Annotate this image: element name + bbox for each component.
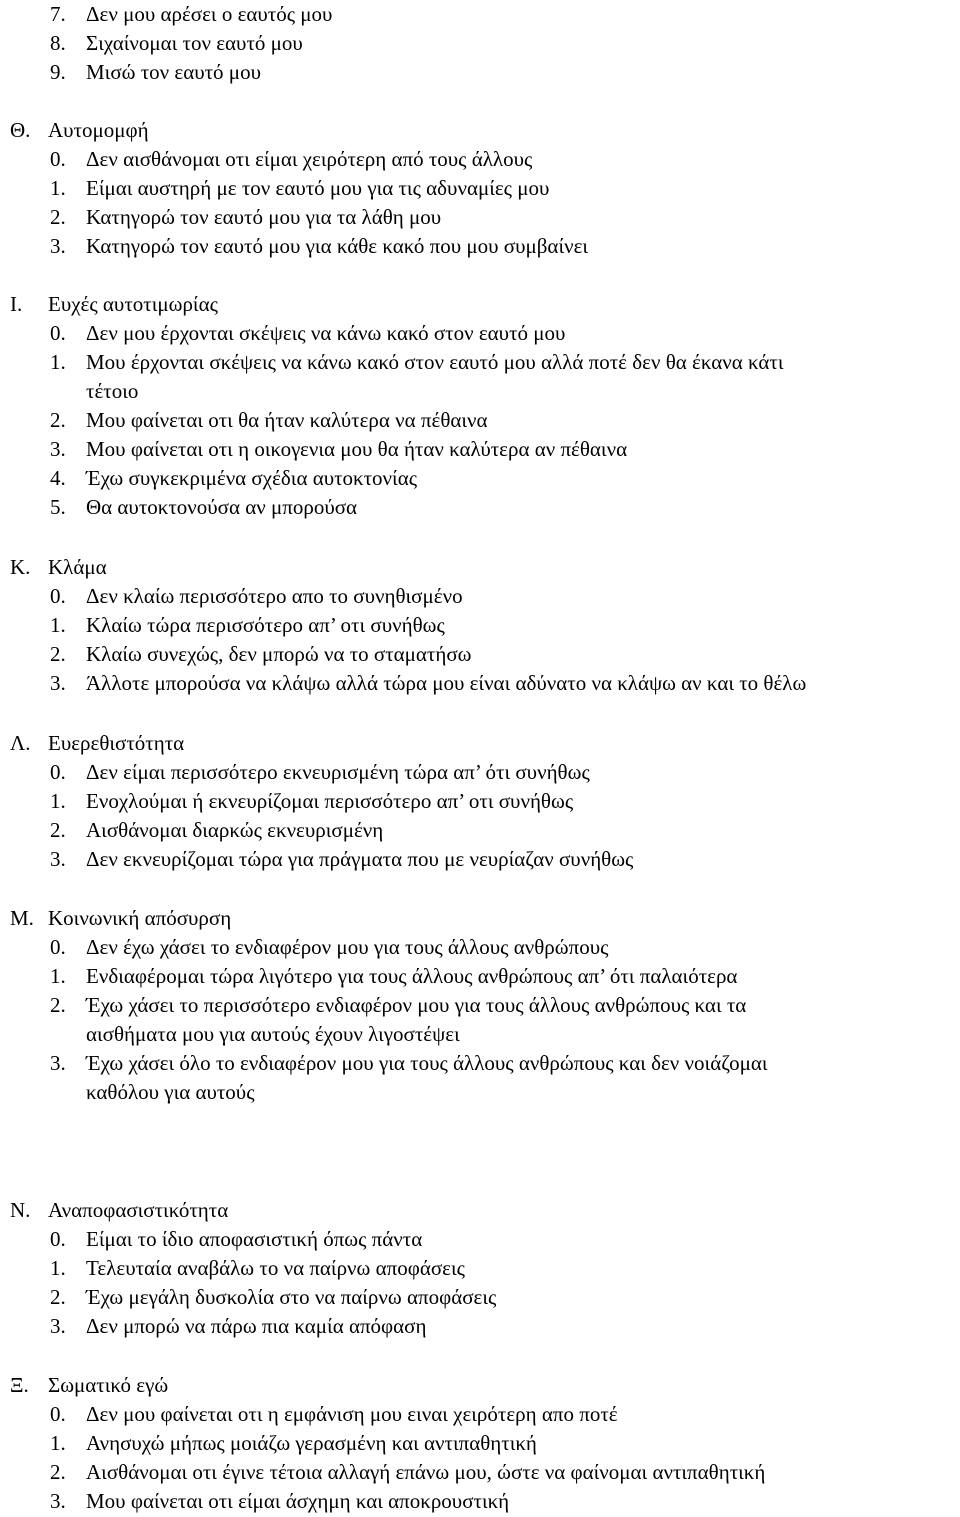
list-item (0, 787, 960, 816)
section-heading (0, 1196, 960, 1225)
item-text: Μισώ τον εαυτό μου (86, 60, 261, 84)
list-item (0, 0, 960, 29)
item-number: 0. (50, 760, 66, 784)
item-text: Άλλοτε μπορούσα να κλάψω αλλά τώρα μου είναι αδύνατο να κλάψω αν και το θέλω (86, 671, 807, 695)
list-item (0, 1049, 960, 1078)
list-item (0, 669, 960, 698)
item-text: Ενοχλούμαι ή εκνευρίζομαι περισσότερο απ’ οτι συνήθως (86, 789, 574, 813)
item-text: Δεν μου φαίνεται οτι η εμφάνιση μου ειναι χειρότερη απο ποτέ (86, 1402, 618, 1426)
item-number: 0. (50, 321, 66, 345)
item-text: Είμαι αυστηρή με τον εαυτό μου για τις αδυναμίες μου (86, 176, 550, 200)
item-number: 2. (50, 1460, 66, 1484)
item-text: Κατηγορώ τον εαυτό μου για τα λάθη μου (86, 205, 442, 229)
item-number: 0. (50, 584, 66, 608)
list-item (0, 1458, 960, 1487)
item-number: 3. (50, 1314, 66, 1338)
list-item (0, 816, 960, 845)
list-item (0, 1400, 960, 1429)
item-text: αισθήματα μου για αυτούς έχουν λιγοστέψει (86, 1022, 460, 1046)
item-number: 3. (50, 1489, 66, 1513)
item-number: 0. (50, 935, 66, 959)
list-item (0, 406, 960, 435)
item-text: Είμαι το ίδιο αποφασιστική όπως πάντα (86, 1227, 423, 1251)
item-text: Έχω χάσει όλο το ενδιαφέρον μου για τους άλλους ανθρώπους και δεν νοιάζομαι (86, 1051, 768, 1075)
list-item (0, 232, 960, 261)
list-item (0, 319, 960, 348)
list-item (0, 435, 960, 464)
item-text: Δεν έχω χάσει το ενδιαφέρον μου για τους άλλους ανθρώπους (86, 935, 609, 959)
item-text: Έχω μεγάλη δυσκολία στο να παίρνω αποφάσεις (86, 1285, 497, 1309)
section-letter: Θ. (10, 118, 31, 142)
list-item (0, 991, 960, 1020)
item-text: Δεν μπορώ να πάρω πια καμία απόφαση (86, 1314, 427, 1338)
item-text: Δεν αισθάνομαι οτι είμαι χειρότερη από τους άλλους (86, 147, 533, 171)
list-item (0, 933, 960, 962)
list-item (0, 203, 960, 232)
section-title: Κλάμα (48, 555, 107, 579)
item-text: καθόλου για αυτούς (86, 1080, 255, 1104)
item-text: Μου φαίνεται οτι είμαι άσχημη και αποκρουστική (86, 1489, 510, 1513)
item-number: 3. (50, 671, 66, 695)
list-item (0, 845, 960, 874)
section-letter: Ι. (10, 292, 23, 316)
item-number: 0. (50, 1402, 66, 1426)
item-text: Δεν κλαίω περισσότερο απο το συνηθισμένο (86, 584, 463, 608)
list-item (0, 582, 960, 611)
section-heading (0, 116, 960, 145)
section-title: Ευερεθιστότητα (48, 731, 185, 755)
item-number: 1. (50, 613, 66, 637)
list-item-continuation (0, 1078, 960, 1107)
list-item-continuation (0, 1020, 960, 1049)
section-heading (0, 1371, 960, 1400)
section-heading (0, 553, 960, 582)
item-text: Αισθάνομαι οτι έγινε τέτοια αλλαγή επάνω μου, ώστε να φαίνομαι αντιπαθητική (86, 1460, 766, 1484)
item-number: 1. (50, 964, 66, 988)
item-number: 1. (50, 176, 66, 200)
item-number: 2. (50, 1285, 66, 1309)
item-number: 3. (50, 847, 66, 871)
list-item (0, 640, 960, 669)
item-number: 4. (50, 466, 66, 490)
section-heading (0, 729, 960, 758)
item-text: Μου φαίνεται οτι η οικογενια μου θα ήταν καλύτερα αν πέθαινα (86, 437, 628, 461)
section-letter: Λ. (10, 731, 31, 755)
item-text: Δεν εκνευρίζομαι τώρα για πράγματα που με νευρίαζαν συνήθως (86, 847, 634, 871)
item-number: 2. (50, 642, 66, 666)
item-text: Τελευταία αναβάλω το να παίρνω αποφάσεις (86, 1256, 465, 1280)
list-item (0, 1487, 960, 1516)
list-item (0, 611, 960, 640)
item-number: 1. (50, 1431, 66, 1455)
item-number: 8. (50, 31, 66, 55)
item-text: Κλαίω συνεχώς, δεν μπορώ να το σταματήσω (86, 642, 472, 666)
list-item (0, 58, 960, 87)
item-number: 2. (50, 408, 66, 432)
item-text: Ανησυχώ μήπως μοιάζω γερασμένη και αντιπαθητική (86, 1431, 537, 1455)
item-number: 1. (50, 789, 66, 813)
item-text: Κατηγορώ τον εαυτό μου για κάθε κακό που μου συμβαίνει (86, 234, 589, 258)
item-text: Μου φαίνεται οτι θα ήταν καλύτερα να πέθαινα (86, 408, 488, 432)
item-text: Κλαίω τώρα περισσότερο απ’ οτι συνήθως (86, 613, 445, 637)
section-title: Αυτομομφή (48, 118, 149, 142)
item-text: Ενδιαφέρομαι τώρα λιγότερο για τους άλλους ανθρώπους απ’ ότι παλαιότερα (86, 964, 738, 988)
list-item (0, 1312, 960, 1341)
item-number: 3. (50, 234, 66, 258)
item-number: 1. (50, 1256, 66, 1280)
section-heading (0, 290, 960, 319)
item-number: 9. (50, 60, 66, 84)
list-item (0, 1225, 960, 1254)
section-title: Σωματικό εγώ (48, 1373, 169, 1397)
section-heading (0, 904, 960, 933)
item-number: 0. (50, 1227, 66, 1251)
list-item-continuation (0, 377, 960, 406)
list-item (0, 145, 960, 174)
list-item (0, 174, 960, 203)
section-title: Κοινωνική απόσυρση (48, 906, 232, 930)
item-text: Σιχαίνομαι τον εαυτό μου (86, 31, 303, 55)
item-text: Αισθάνομαι διαρκώς εκνευρισμένη (86, 818, 384, 842)
section-title: Αναποφασιστικότητα (48, 1198, 229, 1222)
item-text: Δεν μου αρέσει ο εαυτός μου (86, 2, 333, 26)
section-title: Ευχές αυτοτιμωρίας (48, 292, 218, 316)
item-text: τέτοιο (86, 379, 139, 403)
list-item (0, 29, 960, 58)
item-text: Δεν είμαι περισσότερο εκνευρισμένη τώρα απ’ ότι συνήθως (86, 760, 590, 784)
list-item (0, 348, 960, 377)
list-item (0, 1283, 960, 1312)
section-letter: Ν. (10, 1198, 31, 1222)
list-item (0, 758, 960, 787)
item-text: Θα αυτοκτονούσα αν μπορούσα (86, 495, 358, 519)
item-number: 0. (50, 147, 66, 171)
list-item (0, 493, 960, 522)
section-letter: Ξ. (10, 1373, 29, 1397)
list-item (0, 464, 960, 493)
list-item (0, 1429, 960, 1458)
list-item (0, 962, 960, 991)
section-letter: Κ. (10, 555, 31, 579)
item-number: 5. (50, 495, 66, 519)
item-text: Έχω συγκεκριμένα σχέδια αυτοκτονίας (86, 466, 418, 490)
item-number: 3. (50, 437, 66, 461)
item-number: 2. (50, 818, 66, 842)
item-number: 2. (50, 205, 66, 229)
item-number: 3. (50, 1051, 66, 1075)
item-text: Δεν μου έρχονται σκέψεις να κάνω κακό στον εαυτό μου (86, 321, 566, 345)
item-text: Έχω χάσει το περισσότερο ενδιαφέρον μου για τους άλλους ανθρώπους και τα (86, 993, 747, 1017)
item-number: 2. (50, 993, 66, 1017)
item-number: 7. (50, 2, 66, 26)
item-text: Μου έρχονται σκέψεις να κάνω κακό στον εαυτό μου αλλά ποτέ δεν θα έκανα κάτι (86, 350, 784, 374)
list-item (0, 1254, 960, 1283)
item-number: 1. (50, 350, 66, 374)
section-letter: Μ. (10, 906, 34, 930)
